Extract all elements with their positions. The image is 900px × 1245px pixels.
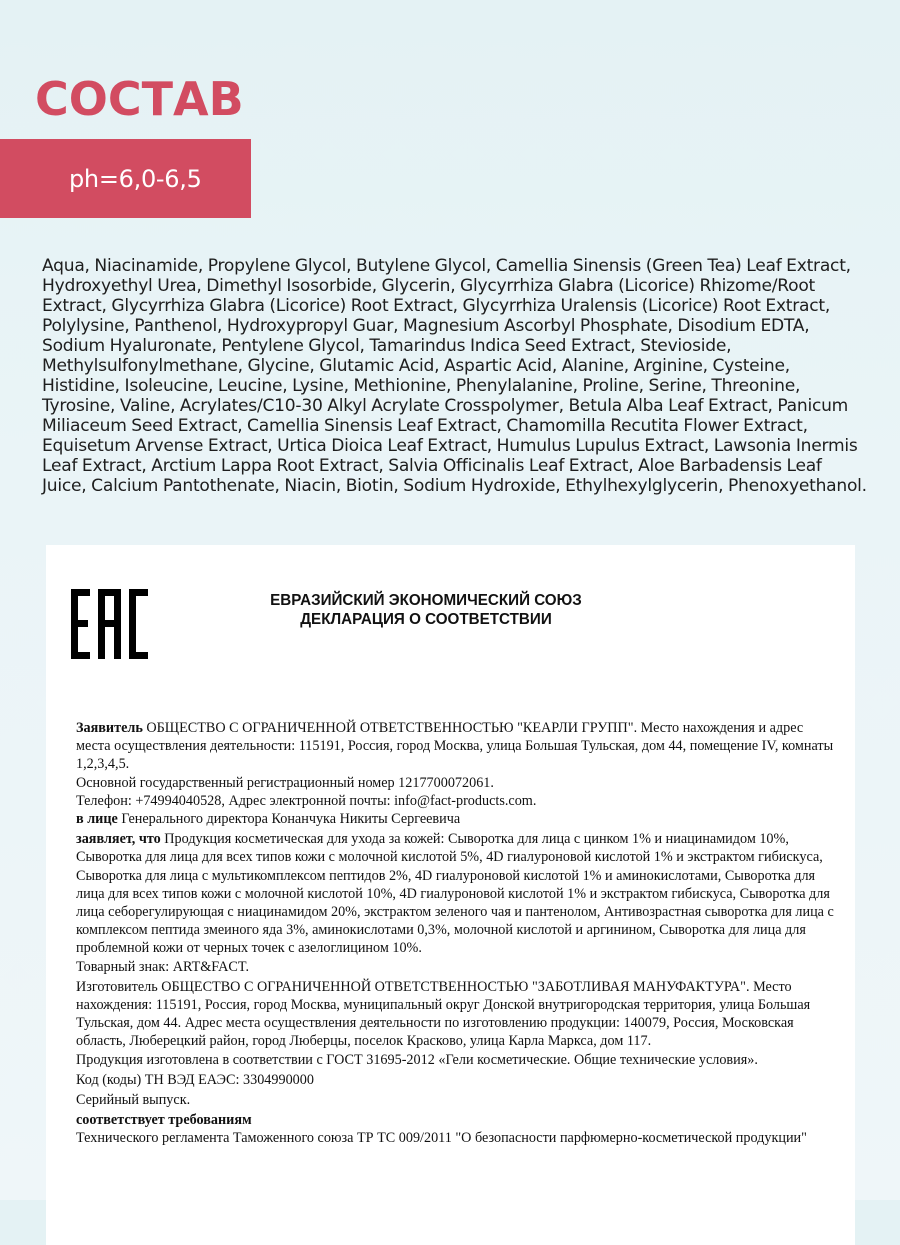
complies-label xyxy=(76,1111,836,1129)
regulation-line: Технического регламента Таможенного союза ТР ТС 009/2011 "О безопасности парфюмерно-косметической продукции" xyxy=(76,1130,807,1147)
declaration-body xyxy=(76,719,836,1148)
ogrn-line: Основной государственный регистрационный номер 1217700072061. xyxy=(76,774,494,791)
ingredients-list: Aqua, Niacinamide, Propylene Glycol, Butylene Glycol, Camellia Sinensis (Green Tea) Leaf Extract, Hydroxyethyl Urea, Dimethyl Isosorbide, Glycerin, Glycyrrhiza Glabra (Licorice) Rhizome/Root Extract, Glycyrrhiza Glabra (Licorice) Root Extract, Glycyrrhiza Uralensis (Licorice) Root Extract, Polylysine, Panthenol, Hydroxypropyl Guar, Magnesium Ascorbyl Phosphate, Disodium EDTA, Sodium Hyaluronate, Pentylene Glycol, Tamarindus Indica Seed Extract, Stevioside, Methylsulfonylmethane, Glycine, Glutamic Acid, Aspartic Acid, Alanine, Arginine, Cysteine, Histidine, Isoleucine, Leucine, Lysine, Methionine, Phenylalanine, Proline, Serine, Threonine, Tyrosine, Valine, Acrylates/C10-30 Alkyl Acrylate Crosspolymer, Betula Alba Leaf Extract, Panicum Miliaceum Seed Extract, Camellia Sinensis Leaf Extract, Chamomilla Recutita Flower Extract, Equisetum Arvense Extract, Urtica Dioica Leaf Extract, Humulus Lupulus Extract, Lawsonia Inermis Leaf Extract, Arctium Lappa Root Extract, Salvia Officinalis Leaf Extract, Aloe Barbadensis Leaf Juice, Calcium Pantothenate, Niacin, Biotin, Sodium Hydroxide, Ethylhexylglycerin, Phenoxyethanol. xyxy=(42,256,867,496)
heading-union: ЕВРАЗИЙСКИЙ ЭКОНОМИЧЕСКИЙ СОЮЗ xyxy=(270,592,582,609)
trademark-line: Товарный знак: ART&FACT. xyxy=(76,958,249,975)
declares-label: заявляет, что xyxy=(76,831,161,848)
declares-paragraph xyxy=(76,830,836,957)
ph-badge xyxy=(0,139,251,218)
manufacturer-paragraph: Изготовитель ОБЩЕСТВО С ОГРАНИЧЕННОЙ ОТВЕТСТВЕННОСТЬЮ "ЗАБОТЛИВАЯ МАНУФАКТУРА". Место нахождения: 115191, Россия, город Москва, муниципальный округ Донской внутригородская территория, улица Большая Тульская, дом 44. Адрес места осуществления деятельности по изготовлению продукции: 140079, Россия, Московская область, Люберецкий район, город Люберцы, поселок Красково, улица Карла Маркса, дом 117. xyxy=(76,978,811,1050)
eac-logo-icon xyxy=(71,589,151,659)
applicant-label: Заявитель xyxy=(76,720,143,736)
person-label: в лице xyxy=(76,811,118,828)
declaration-document xyxy=(46,545,855,1245)
ph-value: ph=6,0-6,5 xyxy=(69,164,202,193)
applicant-text: ОБЩЕСТВО С ОГРАНИЧЕННОЙ ОТВЕТСТВЕННОСТЬЮ "КЕАРЛИ ГРУПП". Место нахождения и адрес места осуществления деятельности: 115191, Россия, город Москва, улица Большая Тульская, дом 44, помещение IV, комнаты 1,2,3,4,5. xyxy=(76,720,834,773)
gost-paragraph: Продукция изготовлена в соответствии с ГОСТ 31695-2012 «Гели косметические. Общие технические условия». xyxy=(76,1051,758,1068)
page-title: СОСТАВ xyxy=(35,72,244,126)
declaration-heading xyxy=(236,591,616,629)
heading-declaration: ДЕКЛАРАЦИЯ О СООТВЕТСТВИИ xyxy=(300,611,552,628)
tnved-line: Код (коды) ТН ВЭД ЕАЭС: 3304990000 xyxy=(76,1071,314,1088)
declares-text: Продукция косметическая для ухода за кожей: Сыворотка для лица с цинком 1% и ниацинамидом 10%, Сыворотка для лица для всех типов кожи с молочной кислотой 5%, 4D гиалуроновой кислотой 1% и экстрактом гибискуса, Сыворотка для лица с мультикомплексом пептидов 2%, 4D гиалуроновой кислотой 1% и аминокислотами, Сыворотка для лица для всех типов кожи с молочной кислотой 10%, 4D гиалуроновой кислотой 1% и экстрактом гибискуса, Сыворотка для лица себорегулирующая с ниацинамидом 20%, экстрактом зеленого чая и пантенолом, Антивозрастная сыворотка для лица с комплексом пептида змеиного яда 3%, аминокислотами 0,3%, молочной кислотой и аргинином, Сыворотка для лица для проблемной кожи от черных точек с азелоглицином 10%. xyxy=(76,831,834,957)
contacts-line: Телефон: +74994040528, Адрес электронной почты: info@fact-products.com. xyxy=(76,792,537,809)
person-text: Генерального директора Конанчука Никиты Сергеевича xyxy=(117,811,461,828)
complies-text: соответствует требованиям xyxy=(76,1112,252,1129)
person-line xyxy=(76,810,836,828)
serial-line: Серийный выпуск. xyxy=(76,1092,191,1109)
applicant-paragraph xyxy=(76,719,836,774)
